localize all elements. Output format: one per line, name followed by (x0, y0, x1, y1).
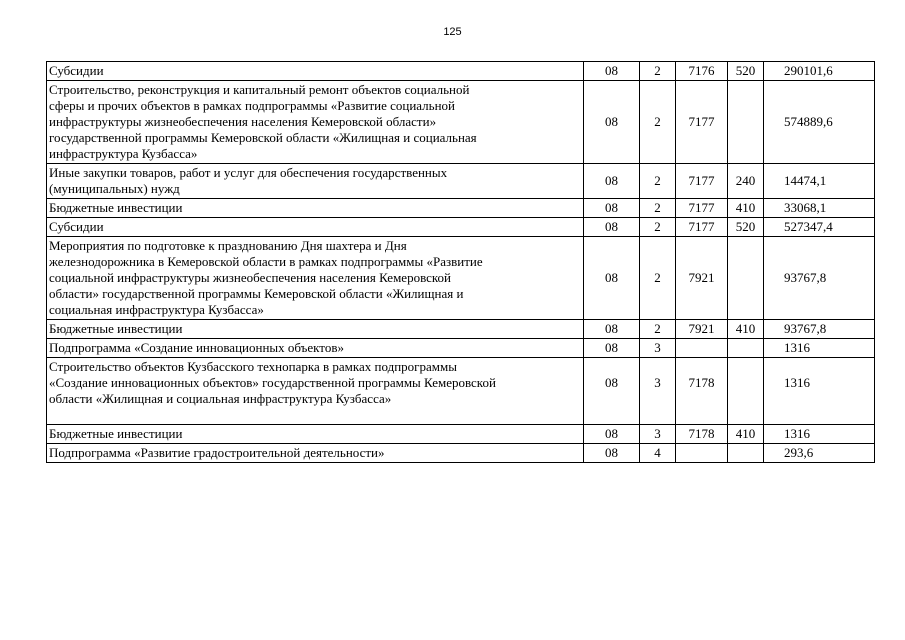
row-name: Мероприятия по подготовке к празднованию Дня шахтера и Дня железнодорожника в Кемеровской области в рамках подпрограммы «Развитие социальной инфраструктуры жизнеобеспечения населения Кемеровской области» государственной программы Кемеровской области «Жилищная и социальная инфраструктура Кузбасса» (47, 237, 584, 320)
row-article: 7177 (676, 218, 728, 237)
table-row (47, 199, 875, 218)
row-subsection: 2 (640, 237, 676, 320)
row-sum: 33068,1 (764, 199, 875, 218)
row-subsection: 3 (640, 358, 676, 425)
row-name: Строительство объектов Кузбасского технопарка в рамках подпрограммы «Создание инновационных объектов» государственной программы Кемеровской области «Жилищная и социальная инфраструктура Кузбасса» (47, 358, 584, 425)
row-name: Иные закупки товаров, работ и услуг для обеспечения государственных (муниципальных) нужд (47, 164, 584, 199)
row-sum: 290101,6 (764, 62, 875, 81)
row-expense-type (728, 237, 764, 320)
table-row (47, 81, 875, 164)
row-section: 08 (584, 444, 640, 463)
row-name: Бюджетные инвестиции (47, 425, 584, 444)
row-section: 08 (584, 358, 640, 425)
row-article: 7178 (676, 425, 728, 444)
table-row (47, 320, 875, 339)
row-subsection: 2 (640, 320, 676, 339)
row-subsection: 2 (640, 164, 676, 199)
row-expense-type: 410 (728, 320, 764, 339)
row-subsection: 3 (640, 425, 676, 444)
table-row (47, 444, 875, 463)
table-row (47, 425, 875, 444)
row-name: Бюджетные инвестиции (47, 199, 584, 218)
row-article: 7178 (676, 358, 728, 425)
row-article (676, 339, 728, 358)
row-article: 7921 (676, 320, 728, 339)
row-article: 7177 (676, 164, 728, 199)
row-sum: 1316 (764, 425, 875, 444)
row-section: 08 (584, 425, 640, 444)
row-subsection: 2 (640, 218, 676, 237)
row-expense-type (728, 81, 764, 164)
row-expense-type: 410 (728, 425, 764, 444)
table-row (47, 237, 875, 320)
row-article: 7921 (676, 237, 728, 320)
table-row (47, 218, 875, 237)
table-row (47, 358, 875, 425)
table-row (47, 164, 875, 199)
table-row (47, 339, 875, 358)
row-section: 08 (584, 164, 640, 199)
row-subsection: 3 (640, 339, 676, 358)
row-name: Субсидии (47, 62, 584, 81)
row-sum: 93767,8 (764, 320, 875, 339)
row-article: 7177 (676, 199, 728, 218)
row-subsection: 2 (640, 199, 676, 218)
row-subsection: 2 (640, 62, 676, 81)
row-section: 08 (584, 199, 640, 218)
row-expense-type: 520 (728, 218, 764, 237)
row-expense-type: 520 (728, 62, 764, 81)
row-article: 7177 (676, 81, 728, 164)
row-section: 08 (584, 237, 640, 320)
row-subsection: 2 (640, 81, 676, 164)
row-name: Строительство, реконструкция и капитальный ремонт объектов социальной сферы и прочих объектов в рамках подпрограммы «Развитие социальной инфраструктуры жизнеобеспечения населения Кемеровской области» государственной программы Кемеровской области «Жилищная и социальная инфраструктура Кузбасса» (47, 81, 584, 164)
row-expense-type: 240 (728, 164, 764, 199)
row-section: 08 (584, 320, 640, 339)
row-subsection: 4 (640, 444, 676, 463)
row-expense-type (728, 339, 764, 358)
row-sum: 527347,4 (764, 218, 875, 237)
row-article (676, 444, 728, 463)
table-row (47, 62, 875, 81)
row-name: Подпрограмма «Создание инновационных объектов» (47, 339, 584, 358)
row-expense-type: 410 (728, 199, 764, 218)
row-name: Подпрограмма «Развитие градостроительной деятельности» (47, 444, 584, 463)
row-sum: 1316 (764, 358, 875, 425)
row-name: Бюджетные инвестиции (47, 320, 584, 339)
page-number: 125 (443, 26, 462, 38)
row-article: 7176 (676, 62, 728, 81)
row-sum: 1316 (764, 339, 875, 358)
row-sum: 293,6 (764, 444, 875, 463)
row-sum: 14474,1 (764, 164, 875, 199)
row-section: 08 (584, 62, 640, 81)
budget-table (46, 61, 875, 463)
row-expense-type (728, 358, 764, 425)
row-expense-type (728, 444, 764, 463)
row-section: 08 (584, 339, 640, 358)
row-sum: 574889,6 (764, 81, 875, 164)
row-sum: 93767,8 (764, 237, 875, 320)
row-section: 08 (584, 218, 640, 237)
row-name: Субсидии (47, 218, 584, 237)
row-section: 08 (584, 81, 640, 164)
